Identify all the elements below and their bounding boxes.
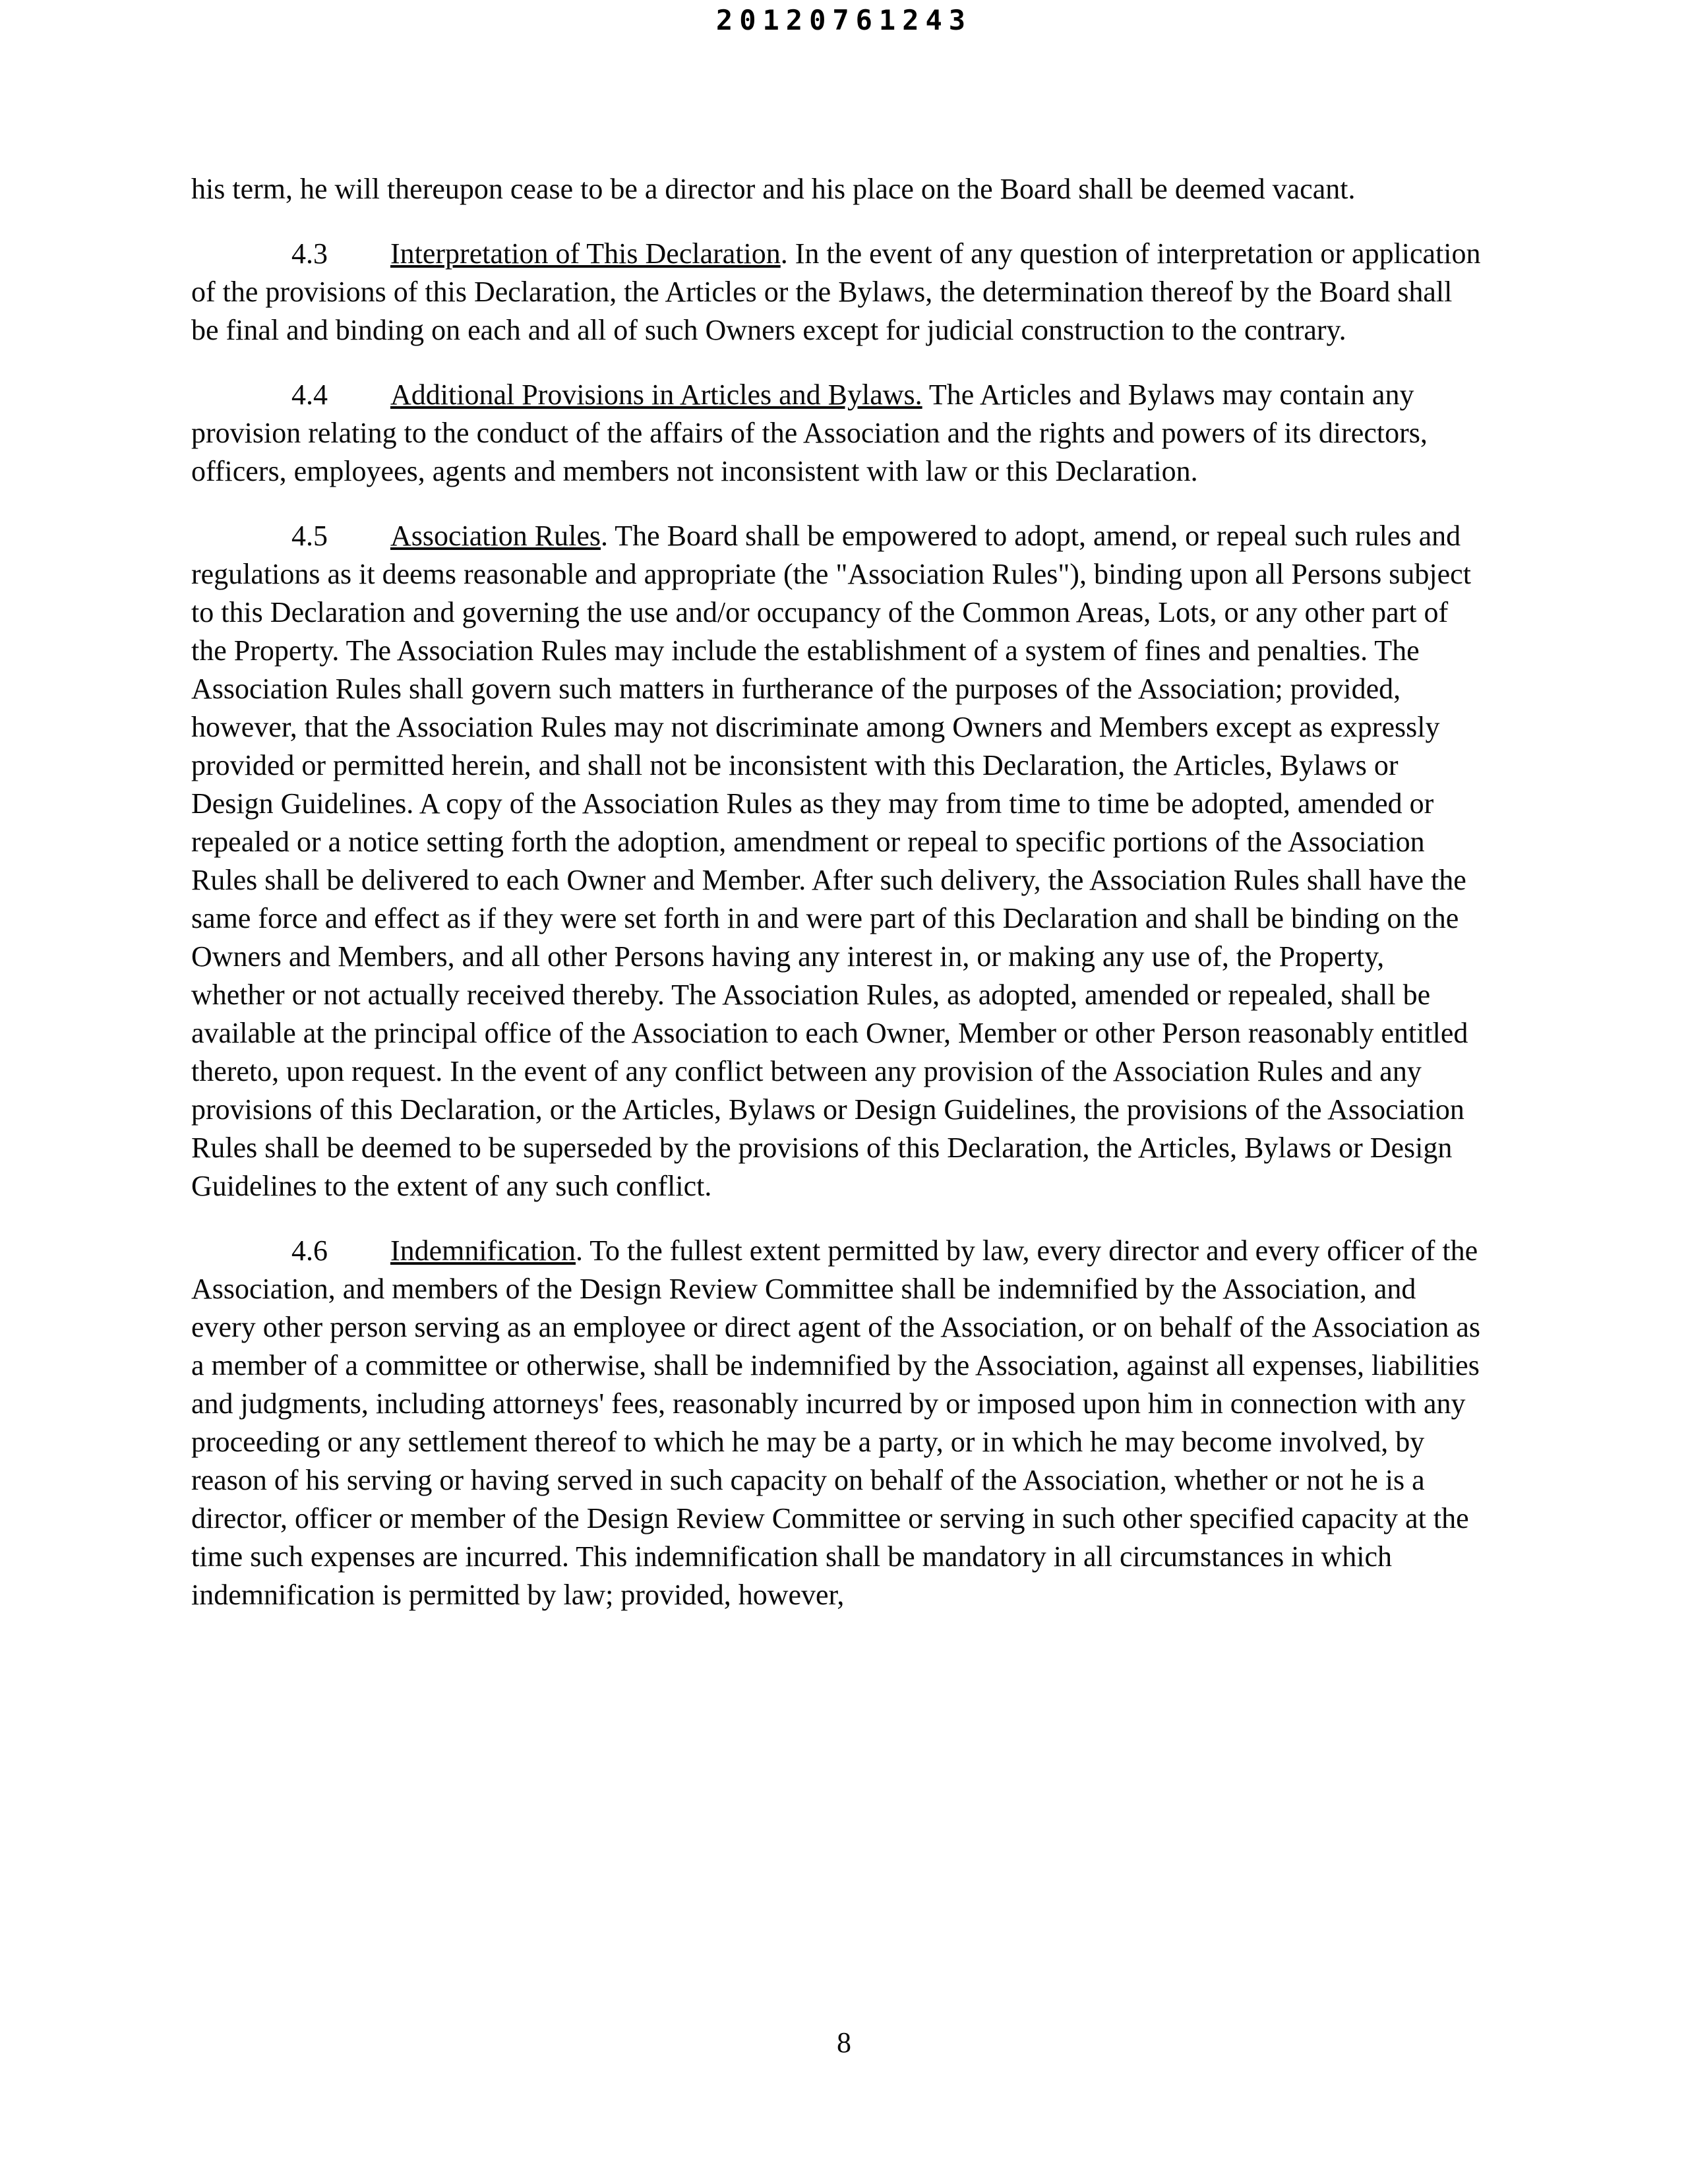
paragraph-text: The Board shall be empowered to adopt, amend, or repeal such rules and regulations as it deems reasonable and appropriate (the "Association Rules"), binding upon all Persons subject to this Declaration and governing the use and/or occupancy of the Common Areas, Lots, or any other part of the Property. The Association Rules may include the establishment of a system of fines and penalties. The Association Rules shall govern such matters in furtherance of the purposes of the Association; provided, however, that the Association Rules may not discriminate among Owners and Members except as expressly provided or permitted herein, and shall not be inconsistent with this Declaration, the Articles, Bylaws or Design Guidelines. A copy of the Association Rules as they may from time to time be adopted, amended or repealed or a notice setting forth the adoption, amendment or repeal to specific portions of the Association Rules shall be delivered to each Owner and Member. After such delivery, the Association Rules shall have the same force and effect as if they were set forth in and were part of this Declaration and shall be binding on the Owners and Members, and all other Persons having any interest in, or making any use of, the Property, whether or not actually received thereby. The Association Rules, as adopted, amended or repealed, shall be available at the principal office of the Association to each Owner, Member or other Person reasonably entitled thereto, upon request. In the event of any conflict between any provision of the Association Rules and any provisions of this Declaration, or the Articles, Bylaws or Design Guidelines, the provisions of the Association Rules shall be deemed to be superseded by the provisions of this Declaration, the Articles, Bylaws or Design Guidelines to the extent of any such conflict.	[191, 520, 1471, 1202]
section-paragraph: 4.3 Interpretation of This Declaration. In the event of any question of interpretation or application of the provisions of this Declaration, the Articles or the Bylaws, the determination thereof by the Board shall be final and binding on each and all of such Owners except for judicial construction to the contrary.	[191, 235, 1482, 349]
body-paragraph	[191, 170, 1482, 208]
paragraph-text: To the fullest extent permitted by law, every director and every officer of the Association, and members of the Design Review Committee shall be indemnified by the Association, and every other person serving as an employee or direct agent of the Association, or on behalf of the Association as a member of a committee or otherwise, shall be indemnified by the Association, against all expenses, liabilities and judgments, including attorneys' fees, reasonably incurred by or imposed upon him in connection with any proceeding or any settlement thereof to which he may be a party, or in which he may become involved, by reason of his serving or having served in such capacity on behalf of the Association, whether or not he is a director, officer or member of the Design Review Committee or serving in such other specified capacity at the time such expenses are incurred. This indemnification shall be mandatory in all circumstances in which indemnification is permitted by law; provided, however,	[191, 1234, 1480, 1611]
paragraph-text: In the event of any question of interpretation or application of the provisions of this Declaration, the Articles or the Bylaws, the determination thereof by the Board shall be final and binding on each and all of such Owners except for judicial construction to the contrary.	[191, 237, 1481, 346]
section-number: 4.4	[291, 379, 328, 411]
section-number: 4.3	[291, 237, 328, 270]
document-content	[191, 170, 1482, 1641]
page-number: 8	[837, 2026, 851, 2059]
section-title: Indemnification	[390, 1234, 576, 1267]
document-number: 20120761243	[715, 4, 973, 36]
section-paragraph: 4.6 Indemnification. To the fullest extent permitted by law, every director and every officer of the Association, and members of the Design Review Committee shall be indemnified by the Association, and every other person serving as an employee or direct agent of the Association, or on behalf of the Association as a member of a committee or otherwise, shall be indemnified by the Association, against all expenses, liabilities and judgments, including attorneys' fees, reasonably incurred by or imposed upon him in connection with any proceeding or any settlement thereof to which he may be a party, or in which he may become involved, by reason of his serving or having served in such capacity on behalf of the Association, whether or not he is a director, officer or member of the Design Review Committee or serving in such other specified capacity at the time such expenses are incurred. This indemnification shall be mandatory in all circumstances in which indemnification is permitted by law; provided, however,	[191, 1232, 1482, 1614]
section-number: 4.6	[291, 1234, 328, 1267]
paragraph-text: his term, he will thereupon cease to be a director and his place on the Board shall be deemed vacant.	[191, 173, 1356, 205]
section-number: 4.5	[291, 520, 328, 552]
section-title: Interpretation of This Declaration	[390, 237, 781, 270]
paragraph-text: The Articles and Bylaws may contain any provision relating to the conduct of the affairs of the Association and the rights and powers of its directors, officers, employees, agents and members not inconsistent with law or this Declaration.	[191, 379, 1428, 487]
section-paragraph	[191, 376, 1482, 491]
section-title: Additional Provisions in Articles and Bylaws.	[390, 379, 922, 411]
section-paragraph: 4.5 Association Rules. The Board shall be empowered to adopt, amend, or repeal such rules and regulations as it deems reasonable and appropriate (the "Association Rules"), binding upon all Persons subject to this Declaration and governing the use and/or occupancy of the Common Areas, Lots, or any other part of the Property. The Association Rules may include the establishment of a system of fines and penalties. The Association Rules shall govern such matters in furtherance of the purposes of the Association; provided, however, that the Association Rules may not discriminate among Owners and Members except as expressly provided or permitted herein, and shall not be inconsistent with this Declaration, the Articles, Bylaws or Design Guidelines. A copy of the Association Rules as they may from time to time be adopted, amended or repealed or a notice setting forth the adoption, amendment or repeal to specific portions of the Association Rules shall be delivered to each Owner and Member. After such delivery, the Association Rules shall have the same force and effect as if they were set forth in and were part of this Declaration and shall be binding on the Owners and Members, and all other Persons having any interest in, or making any use of, the Property, whether or not actually received thereby. The Association Rules, as adopted, amended or repealed, shall be available at the principal office of the Association to each Owner, Member or other Person reasonably entitled thereto, upon request. In the event of any conflict between any provision of the Association Rules and any provisions of this Declaration, or the Articles, Bylaws or Design Guidelines, the provisions of the Association Rules shall be deemed to be superseded by the provisions of this Declaration, the Articles, Bylaws or Design Guidelines to the extent of any such conflict.	[191, 517, 1482, 1205]
section-title: Association Rules	[390, 520, 601, 552]
